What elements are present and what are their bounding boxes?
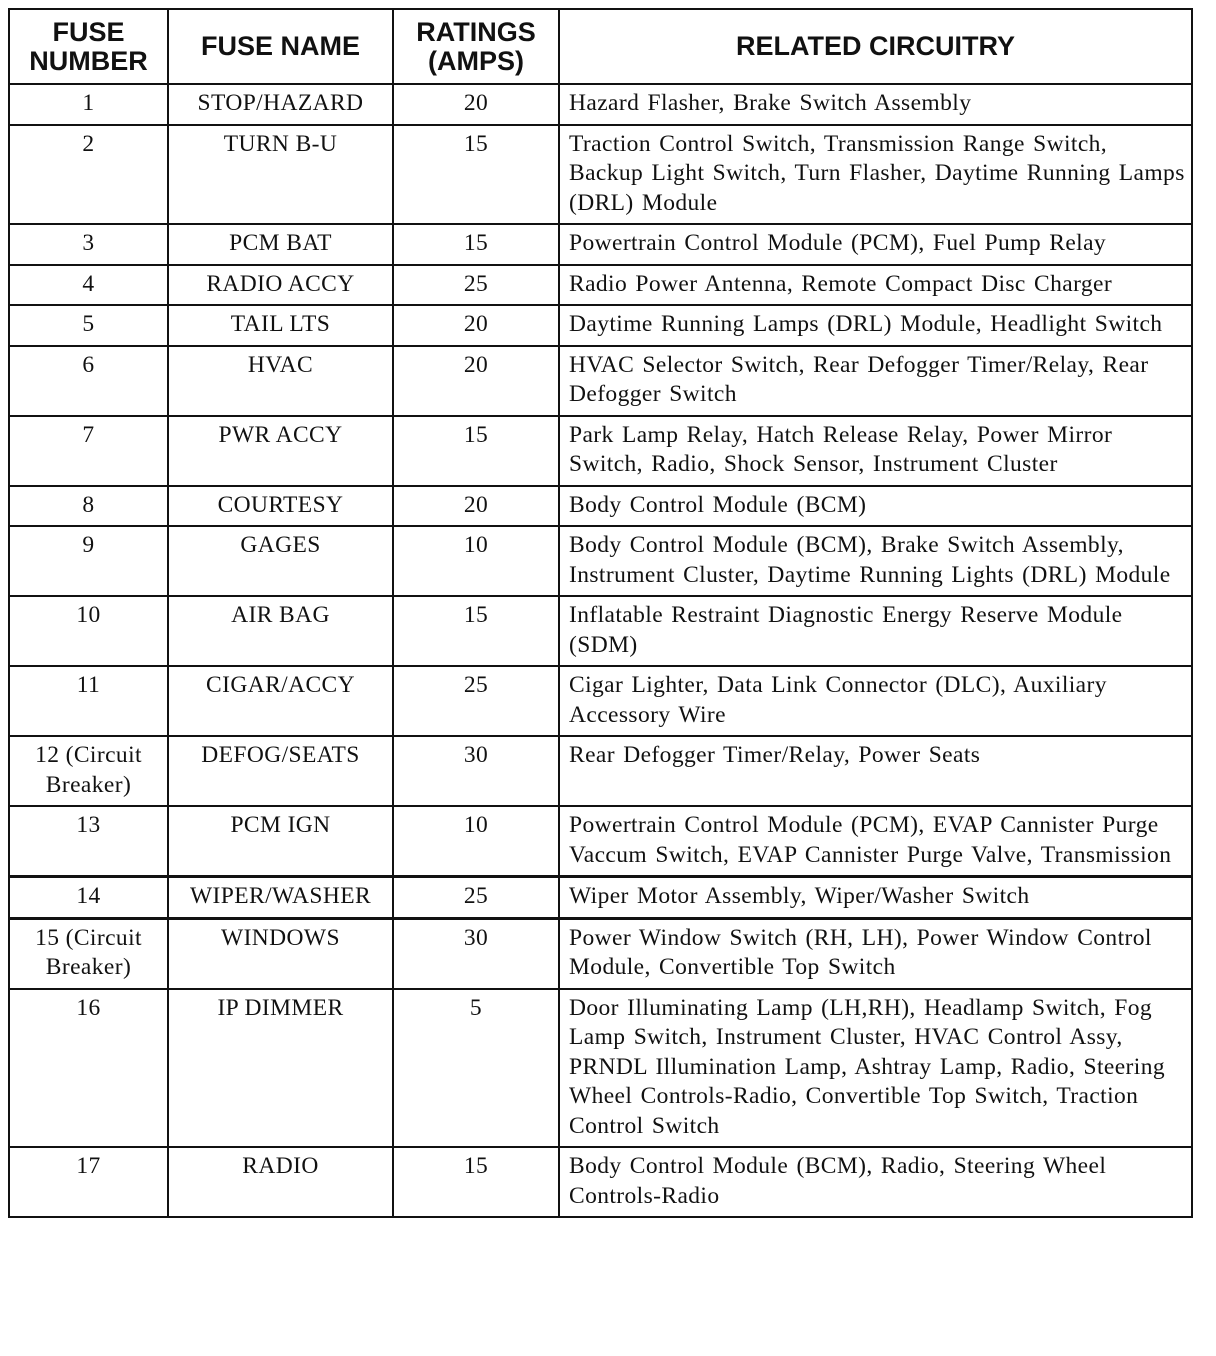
related-circuitry-cell: Body Control Module (BCM), Radio, Steering Wheel Controls-Radio <box>559 1147 1192 1217</box>
related-circuitry-cell: Door Illuminating Lamp (LH,RH), Headlamp Switch, Fog Lamp Switch, Instrument Cluster, HVAC Control Assy, PRNDL Illumination Lamp, Ashtray Lamp, Radio, Steering Wheel Controls-Radio, Convertible Top Switch, Traction Control Switch <box>559 989 1192 1148</box>
header-row <box>9 9 1192 84</box>
fuse-rating-cell: 20 <box>393 486 559 527</box>
fuse-number-cell: 8 <box>9 486 168 527</box>
fuse-name-cell: DEFOG/SEATS <box>168 736 393 806</box>
related-circuitry-cell: Radio Power Antenna, Remote Compact Disc Charger <box>559 265 1192 306</box>
table-row <box>9 125 1192 225</box>
related-circuitry-cell: HVAC Selector Switch, Rear Defogger Timer/Relay, Rear Defogger Switch <box>559 346 1192 416</box>
related-circuitry-cell: Power Window Switch (RH, LH), Power Window Control Module, Convertible Top Switch <box>559 918 1192 989</box>
fuse-number-cell: 4 <box>9 265 168 306</box>
related-circuitry-cell: Cigar Lighter, Data Link Connector (DLC), Auxiliary Accessory Wire <box>559 666 1192 736</box>
fuse-rating-cell: 15 <box>393 596 559 666</box>
fuse-number-cell: 11 <box>9 666 168 736</box>
fuse-name-cell: AIR BAG <box>168 596 393 666</box>
related-circuitry-cell: Body Control Module (BCM) <box>559 486 1192 527</box>
fuse-name-cell: RADIO ACCY <box>168 265 393 306</box>
fuse-rating-cell: 30 <box>393 918 559 989</box>
fuse-rating-cell: 15 <box>393 1147 559 1217</box>
table-row <box>9 918 1192 989</box>
table-row <box>9 989 1192 1148</box>
related-circuitry-cell: Inflatable Restraint Diagnostic Energy Reserve Module (SDM) <box>559 596 1192 666</box>
fuse-rating-cell: 30 <box>393 736 559 806</box>
table-row <box>9 806 1192 877</box>
fuse-rating-cell: 25 <box>393 666 559 736</box>
fuse-name-cell: PCM IGN <box>168 806 393 877</box>
fuse-rating-cell: 15 <box>393 125 559 225</box>
related-circuitry-cell: Hazard Flasher, Brake Switch Assembly <box>559 84 1192 125</box>
fuse-rating-cell: 15 <box>393 224 559 265</box>
fuse-rating-cell: 25 <box>393 877 559 919</box>
fuse-rating-cell: 10 <box>393 806 559 877</box>
table-row <box>9 666 1192 736</box>
table-row <box>9 84 1192 125</box>
fuse-rating-cell: 15 <box>393 416 559 486</box>
fuse-number-cell: 3 <box>9 224 168 265</box>
table-row <box>9 526 1192 596</box>
fuse-number-cell: 15 (Circuit Breaker) <box>9 918 168 989</box>
fuse-name-cell: TAIL LTS <box>168 305 393 346</box>
fuse-number-cell: 13 <box>9 806 168 877</box>
related-circuitry-cell: Body Control Module (BCM), Brake Switch Assembly, Instrument Cluster, Daytime Running Lights (DRL) Module <box>559 526 1192 596</box>
fuse-rating-cell: 20 <box>393 84 559 125</box>
fuse-rating-cell: 25 <box>393 265 559 306</box>
fuse-number-cell: 17 <box>9 1147 168 1217</box>
fuse-number-cell: 1 <box>9 84 168 125</box>
fuse-number-cell: 9 <box>9 526 168 596</box>
fuse-number-cell: 6 <box>9 346 168 416</box>
table-header <box>9 9 1192 84</box>
fuse-number-cell: 12 (Circuit Breaker) <box>9 736 168 806</box>
fuse-number-cell: 7 <box>9 416 168 486</box>
fuse-number-cell: 14 <box>9 877 168 919</box>
fuse-rating-cell: 5 <box>393 989 559 1148</box>
table-row <box>9 224 1192 265</box>
fuse-name-cell: HVAC <box>168 346 393 416</box>
fuse-number-cell: 16 <box>9 989 168 1148</box>
fuse-number-cell: 10 <box>9 596 168 666</box>
related-circuitry-cell: Park Lamp Relay, Hatch Release Relay, Power Mirror Switch, Radio, Shock Sensor, Instrument Cluster <box>559 416 1192 486</box>
fuse-name-cell: TURN B-U <box>168 125 393 225</box>
fuse-number-cell: 5 <box>9 305 168 346</box>
table-row <box>9 346 1192 416</box>
related-circuitry-cell: Rear Defogger Timer/Relay, Power Seats <box>559 736 1192 806</box>
fuse-rating-cell: 20 <box>393 305 559 346</box>
fuse-name-cell: COURTESY <box>168 486 393 527</box>
fuse-number-cell: 2 <box>9 125 168 225</box>
table-row <box>9 486 1192 527</box>
related-circuitry-cell: Wiper Motor Assembly, Wiper/Washer Switch <box>559 877 1192 919</box>
table-row <box>9 305 1192 346</box>
table-row <box>9 596 1192 666</box>
header-ratings-amps: RATINGS (AMPS) <box>393 9 559 84</box>
table-row <box>9 416 1192 486</box>
fuse-name-cell: WIPER/WASHER <box>168 877 393 919</box>
table-body <box>9 84 1192 1217</box>
table-row <box>9 265 1192 306</box>
table-row <box>9 1147 1192 1217</box>
fuse-name-cell: GAGES <box>168 526 393 596</box>
related-circuitry-cell: Powertrain Control Module (PCM), Fuel Pump Relay <box>559 224 1192 265</box>
fuse-name-cell: PWR ACCY <box>168 416 393 486</box>
related-circuitry-cell: Powertrain Control Module (PCM), EVAP Cannister Purge Vaccum Switch, EVAP Cannister Purge Valve, Transmission <box>559 806 1192 877</box>
header-fuse-number: FUSE NUMBER <box>9 9 168 84</box>
header-fuse-name: FUSE NAME <box>168 9 393 84</box>
fuse-name-cell: RADIO <box>168 1147 393 1217</box>
fuse-name-cell: CIGAR/ACCY <box>168 666 393 736</box>
table-row <box>9 877 1192 919</box>
related-circuitry-cell: Daytime Running Lamps (DRL) Module, Headlight Switch <box>559 305 1192 346</box>
fuse-name-cell: PCM BAT <box>168 224 393 265</box>
fuse-table <box>8 8 1193 1218</box>
fuse-name-cell: IP DIMMER <box>168 989 393 1148</box>
table-row <box>9 736 1192 806</box>
related-circuitry-cell: Traction Control Switch, Transmission Range Switch, Backup Light Switch, Turn Flasher, Daytime Running Lamps (DRL) Module <box>559 125 1192 225</box>
fuse-name-cell: STOP/HAZARD <box>168 84 393 125</box>
fuse-rating-cell: 20 <box>393 346 559 416</box>
fuse-rating-cell: 10 <box>393 526 559 596</box>
header-related-circuitry: RELATED CIRCUITRY <box>559 9 1192 84</box>
fuse-name-cell: WINDOWS <box>168 918 393 989</box>
